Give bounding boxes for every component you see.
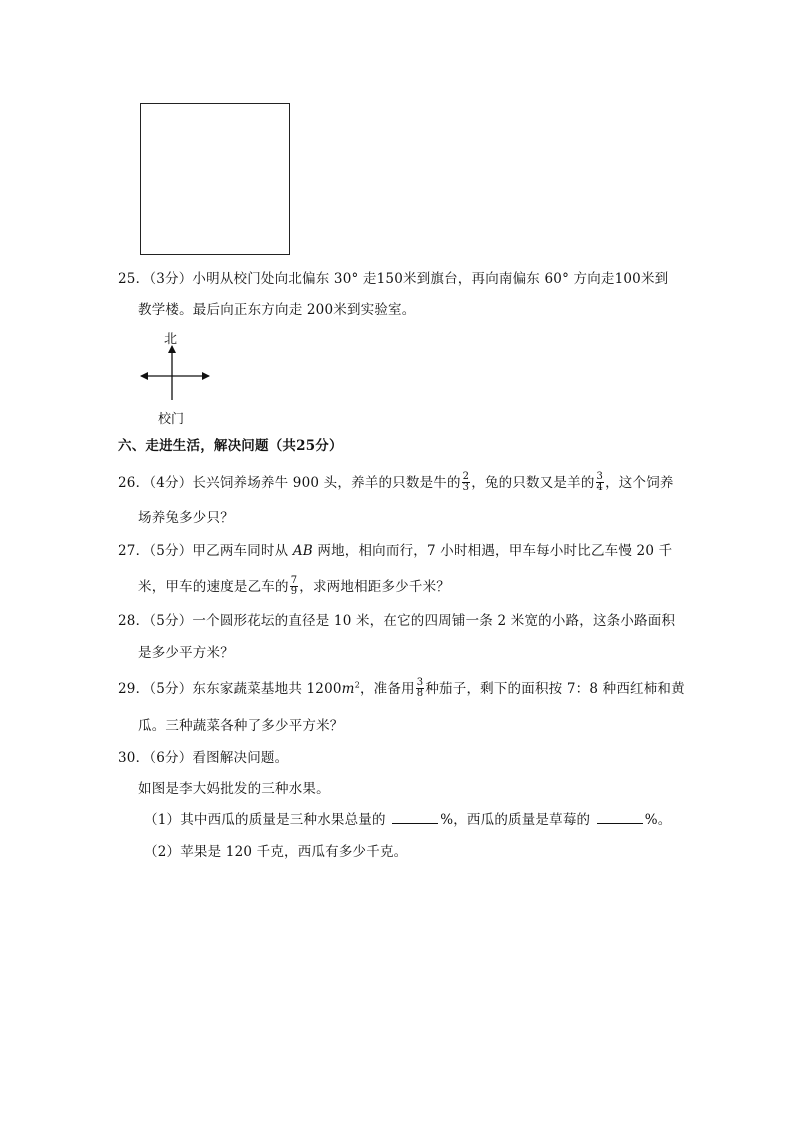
fraction-denominator: 8 (416, 688, 424, 699)
origin-label: 校门 (158, 412, 185, 427)
answer-blank-2[interactable] (597, 811, 643, 824)
q26-text-b: ，兔的只数又是羊的 (471, 475, 595, 491)
q29-unit: m (341, 681, 355, 697)
q30-part2: （2）苹果是 120 千克，西瓜有多少千克。 (144, 844, 408, 860)
q30-p1-text-c: %。 (644, 812, 672, 828)
q26-line2: 场养兔多少只？ (138, 510, 234, 526)
q26-text-c: ，这个饲养 (605, 475, 674, 491)
q26-text-a: 26．（4分）长兴饲养场养牛 900 头，养羊的只数是牛的 (118, 475, 461, 491)
q30-p1-text-b: %，西瓜的质量是草莓的 (440, 812, 595, 828)
fraction-numerator: 3 (416, 677, 424, 688)
q29-text-a: 29．（5分）东东家蔬菜基地共 1200 (118, 681, 342, 697)
fraction-2-3 (462, 472, 471, 493)
q29-text-b: ，准备用 (359, 681, 415, 697)
q25-line2: 教学楼。最后向正东方向走 200米到实验室。 (138, 302, 416, 318)
fraction-denominator: 9 (290, 586, 298, 597)
q28-line1: 28．（5分）一个圆形花坛的直径是 10 米，在它的四周铺一条 2 米宽的小路，这条小路面积 (118, 613, 676, 629)
q27-text-a: 27．（5分）甲乙两车同时从 (118, 543, 293, 559)
q30-p1-text-a: （1）其中西瓜的质量是三种水果总量的 (144, 812, 391, 828)
q25-line1: 25．（3分）小明从校门处向北偏东 30° 走150米到旗台，再向南偏东 60° 方向走100米到 (118, 271, 669, 287)
fraction-7-9 (290, 576, 299, 597)
q27-text-c: 米，甲车的速度是乙车的 (138, 579, 289, 595)
q29-text-c: 种茄子，剩下的面积按 7：8 种西红柿和黄 (425, 681, 685, 697)
q27-line1 (118, 541, 672, 561)
section-title: 六、走进生活，解决问题（共25分） (118, 438, 343, 454)
fraction-numerator: 7 (290, 575, 298, 586)
q28-line2: 是多少平方米？ (138, 645, 234, 661)
q29-line1 (118, 679, 685, 700)
north-label: 北 (164, 332, 178, 347)
fraction-numerator: 2 (462, 471, 470, 482)
fraction-3-8 (416, 678, 425, 699)
q30-line2: 如图是李大妈批发的三种水果。 (138, 781, 330, 797)
q27-line2 (138, 577, 450, 598)
q27-text-d: ，求两地相距多少千米？ (299, 579, 450, 595)
q30-part1 (144, 810, 671, 830)
q29-line2: 瓜。三种蔬菜各种了多少平方米？ (138, 718, 344, 734)
fraction-numerator: 3 (596, 471, 604, 482)
q27-ab: AB (292, 543, 313, 559)
q29-exponent: 2 (354, 680, 360, 690)
q26-line1 (118, 473, 674, 494)
q30-line1: 30．（6分）看图解决问题。 (118, 750, 289, 766)
drawing-box (140, 103, 290, 255)
compass-diagram (136, 328, 216, 428)
fraction-denominator: 4 (596, 482, 604, 493)
q27-text-b: 两地，相向而行，7 小时相遇，甲车每小时比乙车慢 20 千 (312, 543, 673, 559)
fraction-3-4 (596, 472, 605, 493)
answer-blank-1[interactable] (392, 811, 438, 824)
fraction-denominator: 3 (462, 482, 470, 493)
